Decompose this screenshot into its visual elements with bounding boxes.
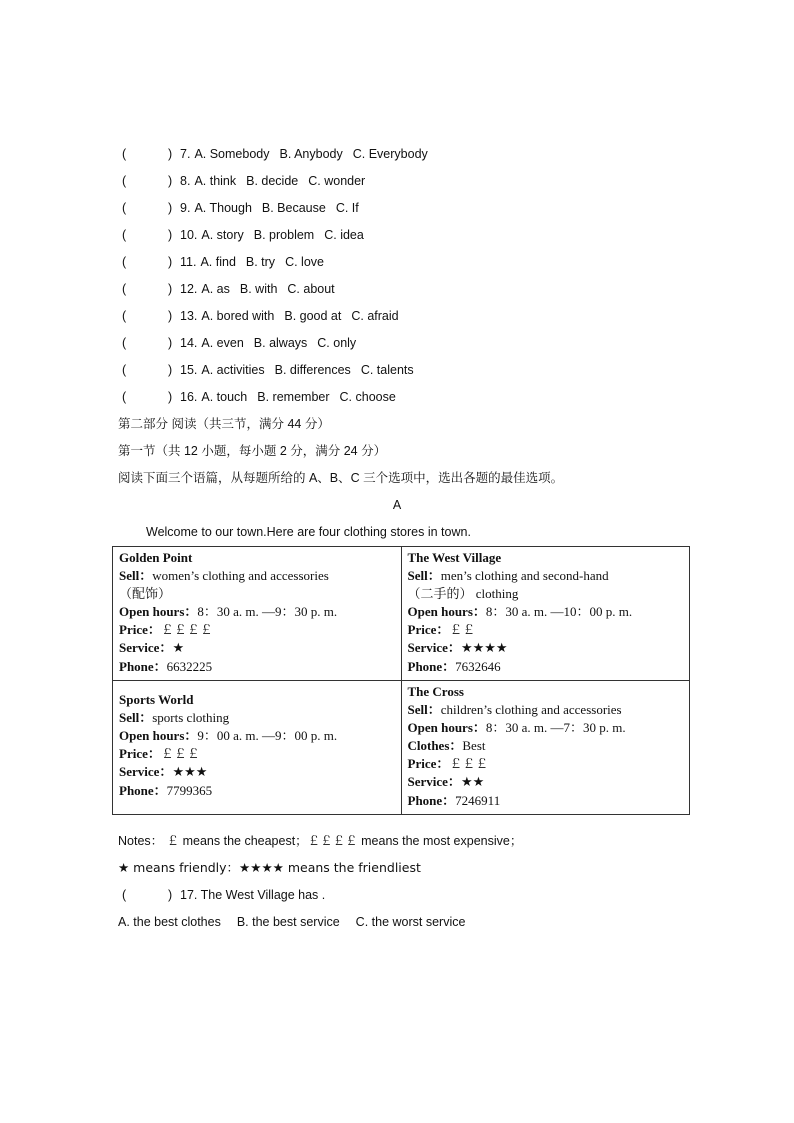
passage-label: A (392, 498, 402, 512)
sell-value: children’s clothing and accessories (440, 702, 622, 717)
store-cell-the-cross (401, 681, 690, 815)
service-label: Service： (119, 764, 173, 779)
answer-paren-open: ( (122, 201, 127, 215)
option-a: A. find (200, 255, 236, 269)
option-c: C. Everybody (352, 147, 428, 161)
sell-value: sports clothing (152, 710, 230, 725)
answer-paren-close: ) (168, 363, 173, 377)
option-b: B. decide (246, 174, 299, 188)
answer-paren-close: ) (168, 147, 173, 161)
question-number: 17. (180, 888, 198, 902)
sell-note: （配饰） (119, 586, 172, 601)
store-name: Golden Point (119, 550, 193, 565)
option-b: B. problem (253, 228, 315, 242)
answer-paren-close: ) (168, 228, 173, 242)
question-number: 11. (180, 255, 197, 269)
notes-line-1: Notes： ￡ means the cheapest；￡￡￡￡ means the most expensive； (118, 834, 523, 848)
answer-paren-open: ( (122, 147, 127, 161)
answer-paren-open: ( (122, 363, 127, 377)
notes-line-2: ★ means friendly：★★★★ means the friendliest (118, 860, 421, 875)
option-a: A. the best clothes (118, 915, 221, 929)
question-row (122, 172, 375, 190)
answer-paren-open: ( (122, 228, 127, 242)
option-b: B. with (239, 282, 278, 296)
answer-paren-close: ) (168, 390, 173, 404)
option-a: A. Somebody (194, 147, 270, 161)
phone-label: Phone： (407, 659, 456, 674)
question-number: 9. (180, 201, 191, 215)
option-b: B. always (253, 336, 308, 350)
service-label: Service： (407, 774, 461, 789)
option-c: C. love (285, 255, 324, 269)
question-number: 16. (180, 390, 198, 404)
option-c: C. wonder (308, 174, 366, 188)
option-b: B. differences (274, 363, 351, 377)
question-row (122, 253, 334, 271)
question-number: 10. (180, 228, 198, 242)
service-label: Service： (407, 640, 461, 655)
sell-value: women’s clothing and accessories (152, 568, 329, 583)
phone-value: 7799365 (166, 783, 213, 798)
table-row (113, 547, 690, 681)
option-a: A. think (194, 174, 237, 188)
option-c: C. only (317, 336, 357, 350)
price-value: ￡￡ (449, 622, 476, 637)
option-b: B. try (245, 255, 276, 269)
price-label: Price： (119, 622, 161, 637)
question-row (122, 334, 366, 352)
reading-instruction: 阅读下面三个语篇，从每题所给的 A、B、C 三个选项中，选出各题的最佳选项。 (118, 471, 564, 485)
question-row (122, 280, 345, 298)
store-name: The Cross (407, 684, 464, 699)
section1-heading: 第一节（共 12 小题，每小题 2 分，满分 24 分） (118, 444, 387, 458)
option-b: B. Because (261, 201, 326, 215)
phone-label: Phone： (119, 659, 167, 674)
question-number: 12. (180, 282, 198, 296)
option-a: A. as (201, 282, 230, 296)
passage-intro: Welcome to our town.Here are four clothing stores in town. (146, 525, 471, 539)
option-b: B. the best service (236, 915, 340, 929)
question-17 (122, 886, 325, 904)
option-b: B. good at (284, 309, 342, 323)
sell-label: Sell： (119, 568, 153, 583)
phone-value: 6632225 (166, 659, 213, 674)
clothes-value: Best (462, 738, 486, 753)
answer-paren-open: ( (122, 888, 127, 902)
question-row (122, 361, 424, 379)
store-name: Sports World (119, 692, 194, 707)
question-row (122, 199, 369, 217)
store-cell-sports-world (113, 681, 402, 815)
table-row (113, 681, 690, 815)
answer-paren-open: ( (122, 282, 127, 296)
sell-label: Sell： (407, 702, 441, 717)
answer-paren-open: ( (122, 255, 127, 269)
option-a: A. story (201, 228, 244, 242)
answer-paren-close: ) (168, 255, 173, 269)
service-stars: ★★ (460, 775, 485, 790)
price-label: Price： (119, 746, 161, 761)
hours-value: 8：30 a. m. —10：00 p. m. (485, 604, 633, 619)
phone-label: Phone： (119, 783, 167, 798)
sell-value: men’s clothing and second-hand (440, 568, 609, 583)
question-row (122, 226, 374, 244)
option-c: C. talents (360, 363, 414, 377)
clothing-stores-table (112, 546, 690, 815)
option-b: B. Anybody (279, 147, 343, 161)
answer-paren-open: ( (122, 390, 127, 404)
sell-note: （二手的） clothing (407, 586, 519, 601)
option-c: C. the worst service (355, 915, 466, 929)
service-label: Service： (119, 640, 173, 655)
answer-paren-close: ) (168, 174, 173, 188)
hours-label: Open hours： (119, 604, 198, 619)
price-label: Price： (407, 756, 450, 771)
option-c: C. about (287, 282, 335, 296)
question-number: 8. (180, 174, 191, 188)
part2-heading: 第二部分 阅读（共三节，满分 44 分） (118, 417, 330, 431)
service-stars: ★ (172, 641, 185, 656)
answer-paren-close: ) (168, 309, 173, 323)
answer-paren-close: ) (168, 336, 173, 350)
service-stars: ★★★ (172, 765, 208, 780)
price-value: ￡￡￡ (160, 746, 200, 761)
price-value: ￡￡￡ (449, 756, 489, 771)
answer-paren-close: ) (168, 201, 173, 215)
question-number: 15. (180, 363, 198, 377)
question-number: 14. (180, 336, 198, 350)
clothes-label: Clothes： (407, 738, 463, 753)
hours-value: 8：30 a. m. —9：30 p. m. (197, 604, 338, 619)
question-row (122, 388, 406, 406)
answer-paren-open: ( (122, 309, 127, 323)
phone-value: 7632646 (455, 659, 501, 674)
hours-label: Open hours： (407, 604, 486, 619)
option-c: C. choose (339, 390, 396, 404)
hours-label: Open hours： (407, 720, 486, 735)
question-number: 7. (180, 147, 191, 161)
option-a: A. touch (201, 390, 248, 404)
phone-label: Phone： (407, 793, 456, 808)
option-a: A. activities (201, 363, 265, 377)
hours-value: 9：00 a. m. —9：00 p. m. (197, 728, 338, 743)
option-a: A. bored with (201, 309, 275, 323)
answer-paren-open: ( (122, 336, 127, 350)
option-c: C. afraid (351, 309, 399, 323)
question-row (122, 145, 438, 163)
answer-paren-close: ) (168, 888, 173, 902)
hours-value: 8：30 a. m. —7：30 p. m. (485, 720, 626, 735)
question-row (122, 307, 409, 325)
phone-value: 7246911 (455, 793, 501, 808)
store-name: The West Village (407, 550, 502, 565)
hours-label: Open hours： (119, 728, 198, 743)
question-text: The West Village has . (200, 888, 326, 902)
answer-paren-close: ) (168, 282, 173, 296)
option-a: A. Though (194, 201, 252, 215)
price-value: ￡￡￡￡ (160, 622, 213, 637)
option-b: B. remember (257, 390, 330, 404)
service-stars: ★★★★ (460, 641, 508, 656)
sell-label: Sell： (407, 568, 441, 583)
store-cell-west-village (401, 547, 690, 681)
sell-label: Sell： (119, 710, 153, 725)
price-label: Price： (407, 622, 450, 637)
store-cell-golden-point (113, 547, 402, 681)
option-c: C. idea (324, 228, 364, 242)
question-number: 13. (180, 309, 198, 323)
question-17-options (118, 913, 475, 931)
option-c: C. If (335, 201, 359, 215)
option-a: A. even (201, 336, 244, 350)
answer-paren-open: ( (122, 174, 127, 188)
